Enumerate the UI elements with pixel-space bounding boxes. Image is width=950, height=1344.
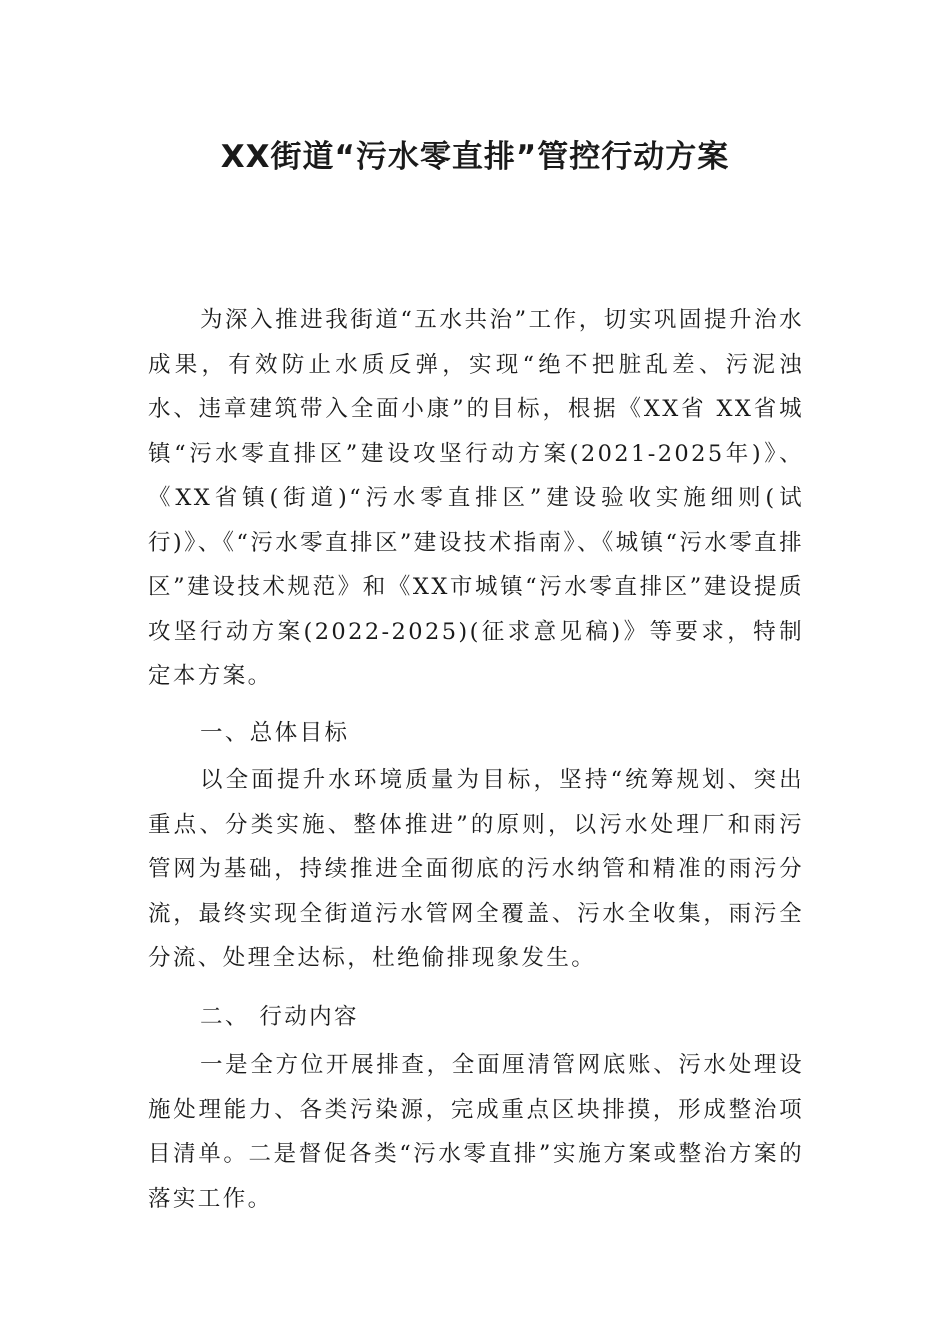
action-content-paragraph: 一是全方位开展排查，全面厘清管网底账、污水处理设施处理能力、各类污染源，完成重点区块排摸，形成整治项目清单。二是督促各类“污水零直排”实施方案或整治方案的落实工作。	[148, 1052, 804, 1212]
section-heading-overall-goal: 一、总体目标	[200, 720, 350, 746]
overall-goal-paragraph: 以全面提升水环境质量为目标，坚持“统筹规划、突出重点、分类实施、整体推进”的原则，以污水处理厂和雨污管网为基础，持续推进全面彻底的污水纳管和精准的雨污分流，最终实现全街道污水管网全覆盖、污水全收集，雨污全分流、处理全达标，杜绝偷排现象发生。	[148, 767, 804, 971]
document-title: XX街道“污水零直排”管控行动方案	[220, 139, 730, 175]
intro-paragraph: 为深入推进我街道“五水共治”工作，切实巩固提升治水成果，有效防止水质反弹，实现“绝不把脏乱差、污泥浊水、违章建筑带入全面小康”的目标，根据《XX省 XX省城镇“污水零直排区”建设攻坚行动方案(2021-2025年)》、《XX省镇(街道)“污水零直排区”建设验收实施细则(试行)》、《“污水零直排区”建设技术指南》、《城镇“污水零直排区”建设技术规范》和《XX市城镇“污水零直排区”建设提质攻坚行动方案(2022-2025)(征求意见稿)》等要求，特制定本方案。	[148, 307, 804, 689]
section-heading-action-content: 二、 行动内容	[200, 1004, 359, 1030]
